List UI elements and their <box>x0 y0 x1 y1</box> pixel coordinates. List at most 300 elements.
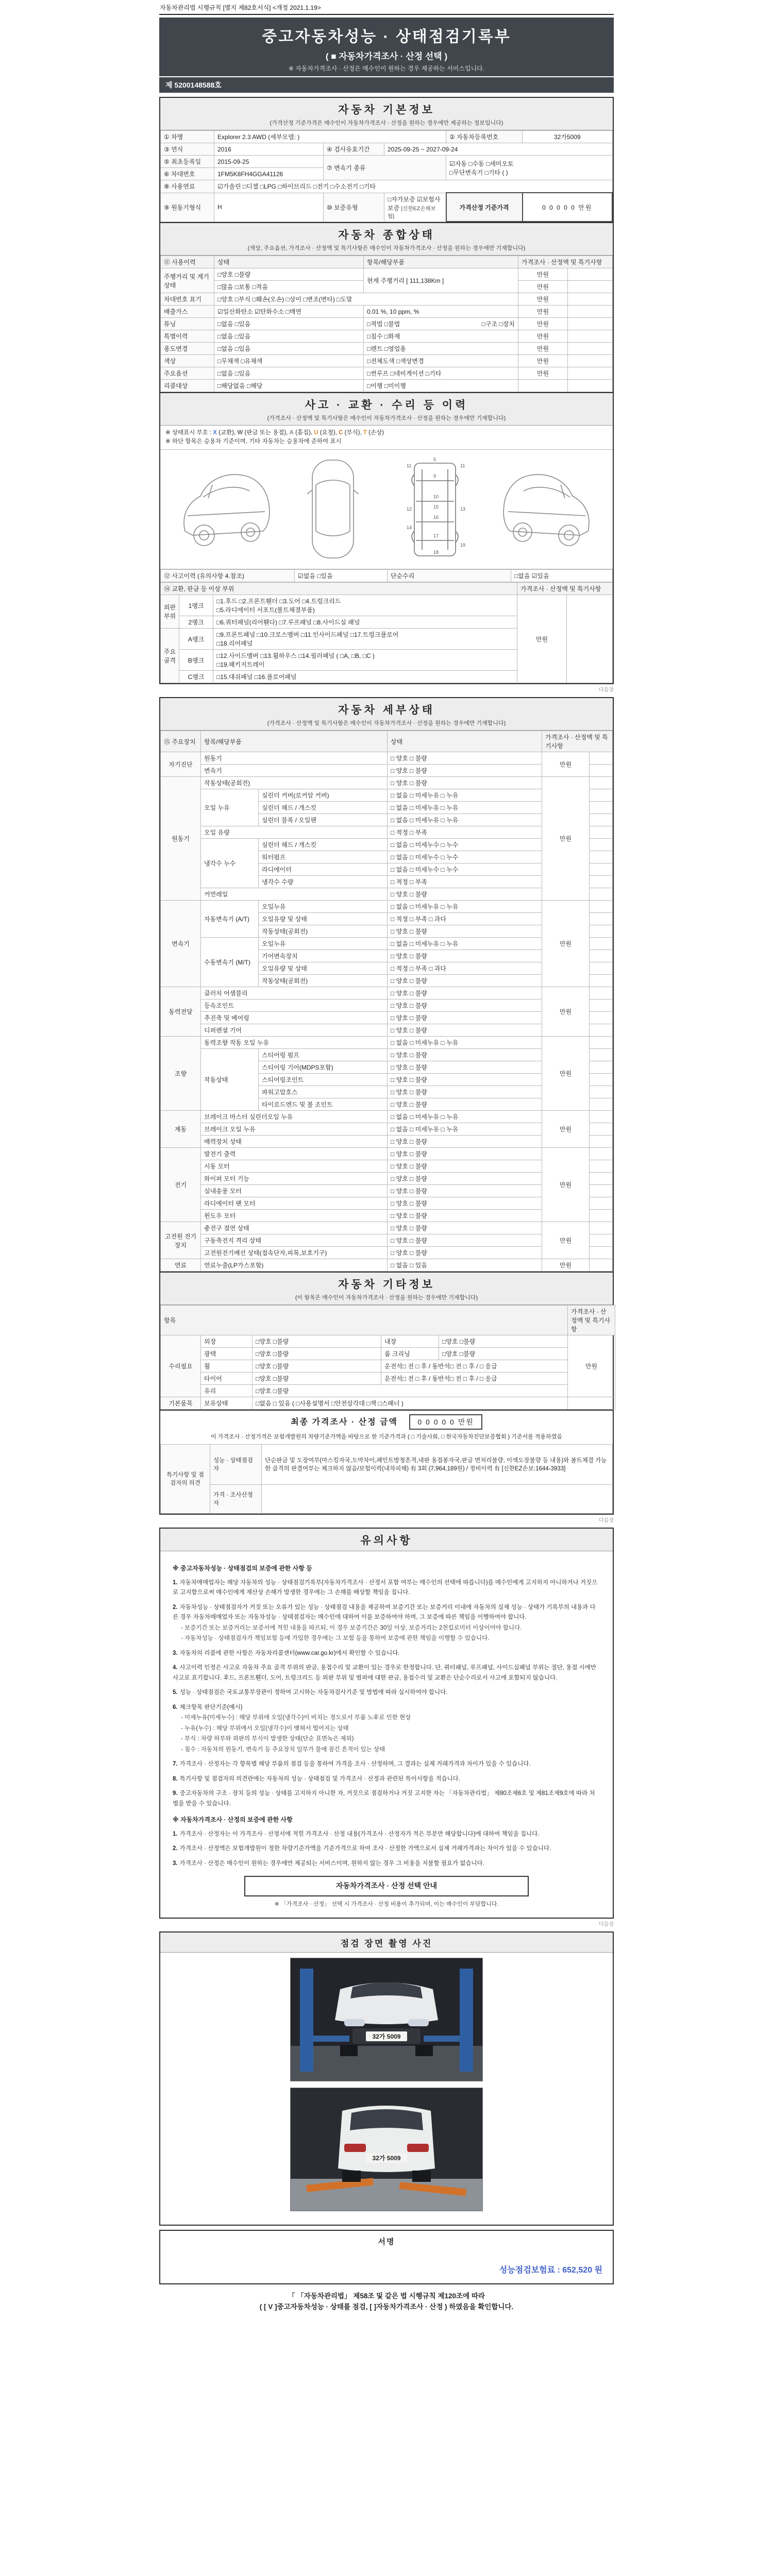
group-cell: 조향 <box>161 1037 201 1111</box>
price-survey-info-note: ※ 「가격조사 · 산정」 선택 시 가격조사 · 산정 비용이 추가되며, 이는 매수인이 부담합니다. <box>274 1901 499 1907</box>
state-cell: □ 양호 □ 불량 <box>388 1061 542 1074</box>
field-label: ⑨ 원동기형식 <box>161 193 214 222</box>
column-header: ⑭ 교환, 판금 등 이상 부위 <box>161 583 517 595</box>
detail-row <box>161 901 613 913</box>
accident-notes <box>160 426 613 450</box>
state-cell: □ 적정 □ 부족 <box>388 826 542 839</box>
engine-type-value: H <box>214 193 324 222</box>
item-cell: 작동상태(공회전) <box>201 777 388 789</box>
field-label: ③ 연식 <box>161 143 214 156</box>
item-cell: 룸 크리닝 <box>381 1348 439 1360</box>
notice-subitem: - 침수 : 자동차의 원동기, 변속기 등 주요장치 일부가 물에 잠긴 흔적이 있는 상태 <box>181 1746 385 1753</box>
state-cell: □ 없음 □ 미세누유 □ 누유 <box>388 1123 542 1136</box>
price-cell: 만원 <box>517 595 567 683</box>
item-cell: 외장 <box>201 1335 253 1348</box>
rankA-items: □9.프론트패널 □10.크로스멤버 □11.인사이드패널 □17.트렁크플로어 □18.리어패널 <box>213 629 517 650</box>
item-cell: 실린더 헤드 / 개스킷 <box>259 839 388 851</box>
state-cell: □양호 □불량 <box>253 1335 381 1348</box>
item-cell: 충전구 절연 상태 <box>201 1222 388 1234</box>
table-row <box>161 193 613 222</box>
svg-text:5: 5 <box>433 457 436 462</box>
symbol-a: A <box>289 430 294 436</box>
price-cell: 만원 <box>542 1259 590 1272</box>
table-row <box>161 293 613 306</box>
state-cell: □ 양호 □ 불량 <box>388 925 542 938</box>
notice-item: 7. 가격조사 · 산정자는 각 항목별 해당 부품의 점검 등을 통하여 가격을 조사 · 산정하며, 그 결과는 실제 거래가격과 차이가 있을 수 있습니다. <box>173 1761 531 1767</box>
document-note: ※ 자동차가격조사 · 산정은 매수인이 원하는 경우 제공하는 서비스입니다. <box>288 65 485 72</box>
inspection-photos <box>160 1953 613 2225</box>
item-cell: 스티어링 펌프 <box>259 1049 388 1061</box>
inspection-insurance-fee: 성능점검보험료 : 652,520 원 <box>499 2266 602 2275</box>
tuning-kind: □구조 □장치 <box>481 320 515 328</box>
basic-info-table <box>160 130 613 222</box>
price-cell: 만원 <box>542 1037 590 1111</box>
group-label: 주요골격 <box>161 629 179 683</box>
item-cell: 라디에이터 <box>259 863 388 876</box>
state-cell: □ 양호 □ 불량 <box>388 1148 542 1160</box>
final-price-note: 이 가격조사 · 산정가격은 보험개발원의 차량기준가액을 바탕으로 한 기준가격과 ( □ 기술사회, □ 한국자동차진단보증협회 ) 기준서를 적용하였음 <box>211 1434 562 1440</box>
year-value: 2016 <box>214 143 324 156</box>
state-cell: □없음 □ 있음 ( □사용설명서 □안전삼각대 □잭 □스패너 ) <box>253 1397 568 1410</box>
table-row <box>161 131 613 143</box>
table-row <box>161 330 613 343</box>
box-signature <box>159 2230 614 2284</box>
state-cell: □ 양호 □ 불량 <box>388 1012 542 1024</box>
warranty-value: □자가보증 ☑보험사보증 <box>388 195 441 212</box>
row-label: 색상 <box>161 355 214 367</box>
group-cell: 원동기 <box>161 777 201 901</box>
item-cell: 내장 <box>381 1335 439 1348</box>
special-state: □없음 □있음 <box>214 330 364 343</box>
item-cell: 브레이크 오일 누유 <box>201 1123 388 1136</box>
state-cell: □ 양호 □ 불량 <box>388 1234 542 1247</box>
tuning-state: □없음 □있음 <box>214 318 364 330</box>
item-cell: 스티어링조인트 <box>259 1074 388 1086</box>
car-name-value: Explorer 2.3 AWD (세부모델: ) <box>214 131 446 143</box>
state-cell: □양호 □불량 <box>253 1360 381 1372</box>
state-cell: □ 없음 □ 미세누유 □ 누유 <box>388 814 542 826</box>
car-damage-diagrams <box>160 450 613 569</box>
item-cell: 보유상태 <box>201 1397 253 1410</box>
signature-label: 서명 <box>378 2238 395 2246</box>
column-header: 상태 <box>388 731 542 752</box>
item-cell: 스티어링 기어(MDPS포함) <box>259 1061 388 1074</box>
state-cell: □양호 □불량 <box>253 1348 381 1360</box>
notice-body <box>160 1551 613 1918</box>
car-diagram-front-quarter <box>172 454 275 565</box>
item-cell: 실린더 커버(로커암 커버) <box>259 789 388 802</box>
svg-text:13: 13 <box>460 506 465 512</box>
group-cell: 고전원 전기장치 <box>161 1222 201 1259</box>
mileage-state: □양호 □불량 <box>214 268 364 281</box>
symbol-w: W <box>237 430 243 436</box>
sub-group-cell: 작동상태 <box>201 1049 259 1111</box>
group-cell: 제동 <box>161 1111 201 1148</box>
option-detail: □썬루프 □네비게이션 □기타 <box>364 367 518 380</box>
rank-label: A랭크 <box>179 629 213 650</box>
symbol-u: U <box>314 430 318 436</box>
confirmation-line2: ( [ V ]중고자동차성능 · 상태를 점검, [ ]자동차가격조사 · 산정 ) 하였음을 확인합니다. <box>259 2303 514 2311</box>
inspector-label: 성능 · 상태점검자 <box>210 1445 262 1485</box>
emission-values: 0.01 %, 10 ppm, % <box>364 306 518 318</box>
usage-detail: □렌트 □영업용 <box>364 343 518 355</box>
column-header: 가격조사 · 산정액 및 특기사항 <box>517 583 613 595</box>
field-label: ⑤ 최초등록일 <box>161 156 214 168</box>
rank-label: 2랭크 <box>179 616 213 629</box>
item-cell: 냉각수 수량 <box>259 876 388 888</box>
state-cell: □ 양호 □ 불량 <box>388 975 542 987</box>
price-cell: 만원 <box>568 1335 615 1397</box>
price-cell: 만원 <box>518 367 568 380</box>
section-subtitle: (이 항목은 매수인이 자동차가격조사 · 산정을 원하는 경우에만 기재합니다) <box>295 1295 478 1301</box>
inspection-photo-front <box>290 1958 483 2081</box>
recall-detail: □이행 □미이행 <box>364 380 518 392</box>
color-state: □무채색 □유채색 <box>214 355 364 367</box>
car-diagram-underbody <box>391 454 479 565</box>
sub-group-cell: 자동변속기 (A/T) <box>201 901 259 938</box>
section-title: 자동차 세부상태 <box>338 704 435 716</box>
table-row <box>161 1335 615 1348</box>
table-row <box>161 143 613 156</box>
row-label: 튜닝 <box>161 318 214 330</box>
item-cell: 디퍼렌셜 기어 <box>201 1024 388 1037</box>
state-cell: □ 양호 □ 불량 <box>388 1160 542 1173</box>
row-label: 주요옵션 <box>161 367 214 380</box>
notice-subitem: - 미세누유(미세누수) : 해당 부위에 오일(냉각수)이 비치는 정도로서 부품 노후로 인한 현상 <box>181 1715 411 1721</box>
item-cell: 변속기 <box>201 765 388 777</box>
item-cell: 오일누유 <box>259 938 388 950</box>
item-cell: 라디에이터 팬 모터 <box>201 1197 388 1210</box>
detail-state-table <box>160 731 613 1272</box>
price-cell: 만원 <box>518 318 568 330</box>
symbol-legend: ※ 상태표시 부호 : X (교환), W (판금 또는 용접), A (흠집), U (요철), C (부식), T (손상) <box>165 430 384 436</box>
price-cell: 만원 <box>542 1222 590 1259</box>
price-cell: 만원 <box>542 901 590 987</box>
state-cell: □ 없음 □ 미세누수 □ 누수 <box>388 839 542 851</box>
notice-item: 2. 가격조사 · 산정액은 보험개발원이 정한 차량기준가액을 기준가격으로 하여 조사 · 산정한 가액으로서 실제 거래가격과는 차이가 있을 수 있습니다. <box>173 1845 551 1852</box>
state-cell: □ 없음 □ 있음 <box>388 1259 542 1272</box>
state-cell: □ 양호 □ 불량 <box>388 1074 542 1086</box>
state-cell: □ 양호 □ 불량 <box>388 987 542 999</box>
group-cell: 변속기 <box>161 901 201 987</box>
field-label: ⑦ 변속기 종류 <box>324 156 446 180</box>
detail-row <box>161 1259 613 1272</box>
usage-state: □없음 □있음 <box>214 343 364 355</box>
state-cell: □ 적정 □ 부족 <box>388 876 542 888</box>
base-price-value: 0 0 0 0 0 만원 <box>523 193 612 222</box>
item-cell: 타이어 <box>201 1372 253 1385</box>
item-cell: 윈도우 모터 <box>201 1210 388 1222</box>
rank-label: C랭크 <box>179 671 213 683</box>
first-reg-value: 2015-09-25 <box>214 156 324 168</box>
state-cell: □ 양호 □ 불량 <box>388 1210 542 1222</box>
section-notice <box>160 1529 613 1551</box>
field-label: ⑩ 보증유형 <box>324 193 384 222</box>
svg-text:11: 11 <box>406 463 412 468</box>
warranty-checkboxes <box>384 193 446 222</box>
section-subtitle: (색상, 주요옵션, 가격조사 · 산정액 및 특기사항은 매수인이 자동차가격조사 · 산정을 원하는 경우에만 기재합니다) <box>247 245 526 251</box>
group-label: 외판부위 <box>161 595 179 629</box>
detail-row <box>161 1148 613 1160</box>
notice-sec1-title: ※ 중고자동차성능 · 상태점검의 보증에 관한 사항 등 <box>173 1565 312 1572</box>
wheel-detail: 운전석□ 전 □ 후 / 동반석□ 전 □ 후 / □ 응급 <box>381 1360 568 1372</box>
state-cell: □ 없음 □ 미세누유 □ 누유 <box>388 802 542 814</box>
item-cell: 원동기 <box>201 752 388 765</box>
opinion-table <box>160 1444 613 1514</box>
state-cell: □ 양호 □ 불량 <box>388 1086 542 1098</box>
notice-item: 1. 가격조사 · 산정자는 이 가격조사 · 산정서에 적힌 가격조사 · 산정 내용(가격조사 · 산정자가 적은 부분만 해당합니다)에 대하여 책임을 집니다. <box>173 1831 540 1837</box>
section-detail-state <box>160 698 613 731</box>
reg-number-value: 32가5009 <box>523 131 612 143</box>
table-row <box>161 343 613 355</box>
field-label: ④ 검사유효기간 <box>324 143 384 156</box>
section-title: 점검 장면 촬영 사진 <box>340 1939 433 1948</box>
svg-text:15: 15 <box>433 504 439 510</box>
table-row <box>161 570 613 582</box>
table-row <box>161 380 613 392</box>
item-cell: 파워고압호스 <box>259 1086 388 1098</box>
current-mileage: 현재 주행거리 [ 111,138Km ] <box>364 268 518 293</box>
group-cell: 연료 <box>161 1259 201 1272</box>
item-cell: 브레이크 마스터 실린더오일 누유 <box>201 1111 388 1123</box>
notice-sec2-title: ※ 자동차가격조사 · 산정의 보증에 관한 사항 <box>173 1816 293 1823</box>
notice-item: 4. 사고이력 인정은 사고로 자동차 주요 골격 부위의 판금, 용접수리 및 교환이 있는 경우로 한정합니다. 단, 쿼터패널, 루프패널, 사이드실패널 부위는 절단, 용접 시에만 사고로 표기합니다. 후드, 프론트휀더, 도어, 트렁크리드 등 외판 부위 및 범퍼에 대한 판금, 용접수리 및 교환은 단순수리로서 사고에 포함되지 않습니다. <box>173 1665 596 1681</box>
item-cell: 고전원전기배선 상태(접속단자,피복,보호기구) <box>201 1247 388 1259</box>
table-row <box>161 367 613 380</box>
field-label: ② 자동차등록번호 <box>446 131 523 143</box>
sub-group-cell: 냉각수 누수 <box>201 839 259 888</box>
color-detail: □전체도색 □색상변경 <box>364 355 518 367</box>
box-basic-overall-accident <box>159 97 614 684</box>
tire-detail: 운전석□ 전 □ 후 / 동반석□ 전 □ 후 / □ 응급 <box>381 1372 568 1385</box>
table-row <box>161 1385 615 1397</box>
svg-text:14: 14 <box>406 525 412 530</box>
item-cell: 클러치 어셈블리 <box>201 987 388 999</box>
rank1-items: □1.후드 □2.프론트휀더 □3.도어 □4.트렁크리드 □5.라디에이터 서포트(볼트체결부품) <box>213 595 517 616</box>
notice-subitem: - 보증기간 또는 보증거리는 보증서에 적힌 내용을 따르되, 이 경우 보증기간은 30일 이상, 보증거리는 2천킬로미터 이상이어야 합니다. <box>181 1624 522 1631</box>
car-diagram-rear-quarter <box>498 454 601 565</box>
final-price-value: 0 0 0 0 0 만원 <box>409 1414 482 1430</box>
symbol-x: X <box>213 430 217 436</box>
item-cell: 발전기 출력 <box>201 1148 388 1160</box>
next-page-note: 다음장 <box>599 1518 614 1523</box>
car-diagram-top-view <box>294 454 372 565</box>
group-cell: 동력전달 <box>161 987 201 1037</box>
table-row <box>161 595 613 616</box>
notice-item: 8. 특기사항 및 점검자의 의견란에는 자동차의 성능 · 상태점검 및 가격조사 · 산정과 관련된 특이사항을 적습니다. <box>173 1775 460 1782</box>
row-label: 리콜대상 <box>161 380 214 392</box>
state-cell: □ 양호 □ 불량 <box>388 1222 542 1234</box>
rank-label: 1랭크 <box>179 595 213 616</box>
table-header-row <box>161 583 613 595</box>
state-cell: □ 양호 □ 불량 <box>388 1197 542 1210</box>
symbol-c: C <box>339 430 343 436</box>
svg-text:19: 19 <box>460 543 465 548</box>
state-cell: □ 적정 □ 부족 □ 과다 <box>388 913 542 925</box>
column-header: 가격조사 · 산정액 및 특기사항 <box>518 256 613 268</box>
table-row <box>161 1348 615 1360</box>
item-cell: 작동상태(공회전) <box>259 975 388 987</box>
table-row <box>161 318 613 330</box>
price-cell: 만원 <box>518 355 568 367</box>
detail-row <box>161 1222 613 1234</box>
inspection-photo-rear <box>290 2088 483 2211</box>
box-photos <box>159 1931 614 2226</box>
row-label: 특별이력 <box>161 330 214 343</box>
item-cell: 유리 <box>201 1385 253 1397</box>
appraiser-label: 가격 · 조사산정자 <box>210 1485 262 1514</box>
state-cell: □ 없음 □ 미세누유 □ 누유 <box>388 938 542 950</box>
license-plate-rear: 32가 5009 <box>372 2155 401 2162</box>
table-row <box>161 355 613 367</box>
price-cell: 만원 <box>518 268 568 281</box>
document-subtitle: ( ■ 자동차가격조사 · 산정 선택 ) <box>325 52 448 61</box>
detail-row <box>161 752 613 765</box>
license-plate-front: 32가 5009 <box>372 2033 401 2040</box>
section-subtitle: (가격산정 기준가격은 매수인이 자동차가격조사 · 산정을 원하는 경우에만 제공하는 정보입니다) <box>270 120 503 126</box>
top-rule <box>159 14 614 15</box>
state-cell: □ 양호 □ 불량 <box>388 1185 542 1197</box>
column-header: 항목/해당부품 <box>201 731 388 752</box>
table-row <box>161 1485 613 1514</box>
column-header: 가격조사 · 산정액 및 특기사항 <box>568 1306 615 1335</box>
next-page-note: 다음장 <box>599 1922 614 1927</box>
item-cell: 실린더 블록 / 오일팬 <box>259 814 388 826</box>
table-header-row <box>161 1306 615 1335</box>
detail-row <box>161 1111 613 1123</box>
state-cell: □ 없음 □ 미세누수 □ 누수 <box>388 863 542 876</box>
notice-item: 1. 자동차매매업자는 해당 자동차의 성능 · 상태점검기록부(자동차가격조사 · 산정서 포함 여부는 매수인의 선택에 따릅니다)를 매수인에게 고지하지 아니하거나 거짓으로 고지함으로써 매수인에게 재산상 손해가 발생한 경우에는 그 손해를 배상할 책임을 집니다. <box>173 1579 598 1596</box>
detail-row <box>161 1037 613 1049</box>
section-overall-state <box>160 222 613 256</box>
state-cell: □양호 □불량 <box>439 1348 568 1360</box>
emission-state: ☑일산화탄소 ☑탄화수소 □매연 <box>214 306 364 318</box>
notice-subitem: - 누유(누수) : 해당 부위에서 오일(냉각수)이 맺혀서 떨어지는 상태 <box>181 1725 349 1732</box>
document-number: 제 5200148588호 <box>159 76 614 93</box>
row-label: 차대번호 표기 <box>161 293 214 306</box>
notice-subitem: - 부식 : 차량 하부와 외판의 부식이 발생한 상태(단순 표면녹은 제외) <box>181 1736 354 1742</box>
notice-item: 5. 성능 · 상태점검은 국토교통부장관이 정하여 고시하는 자동차검사기준 및 방법에 따라 실시하여야 합니다. <box>173 1689 448 1696</box>
section-photos <box>160 1933 613 1953</box>
price-cell: 만원 <box>518 306 568 318</box>
state-cell: □ 양호 □ 불량 <box>388 765 542 777</box>
state-cell: □ 양호 □ 불량 <box>388 1098 542 1111</box>
detail-row <box>161 777 613 789</box>
field-label: ⑧ 사용연료 <box>161 180 214 193</box>
notice-item: 3. 가격조사 · 산정은 매수인이 원하는 경우에만 제공되는 서비스이며, 원하지 않는 경우 그 비용을 지불할 필요가 없습니다. <box>173 1860 484 1867</box>
price-cell: 만원 <box>542 1111 590 1148</box>
accident-history-row <box>160 569 613 582</box>
notice-subitem: - 자동차성능 · 상태점검자가 책임보험 등에 가입한 경우에는 그 보험 등을 통하여 보증에 관한 책임을 이행할 수 있습니다. <box>181 1635 490 1641</box>
box-notice <box>159 1528 614 1919</box>
section-title: 유의사항 <box>360 1535 413 1547</box>
item-cell: 오일 유량 <box>201 826 388 839</box>
state-cell: □양호 □불량 <box>439 1335 568 1348</box>
svg-text:12: 12 <box>406 506 412 512</box>
field-label: ① 차명 <box>161 131 214 143</box>
item-cell: 실린더 헤드 / 개스킷 <box>259 802 388 814</box>
state-cell: □ 적정 □ 부족 □ 과다 <box>388 962 542 975</box>
tuning-detail <box>364 318 518 330</box>
recall-state: □해당없음 □해당 <box>214 380 364 392</box>
transmission-line1: ☑자동 □수동 □세미오토 <box>449 160 514 167</box>
item-cell: 타이로드엔드 및 볼 조인트 <box>259 1098 388 1111</box>
overall-state-table <box>160 256 613 392</box>
section-subtitle: (가격조사 · 산정액 및 특기사항은 매수인이 자동차가격조사 · 산정을 원하는 경우에만 기재합니다) <box>267 415 506 421</box>
item-cell: 오일유량 및 상태 <box>259 913 388 925</box>
notice-item: 3. 자동차의 리콜에 관한 사항은 자동차리콜센터(www.car.go.kr)에서 확인할 수 있습니다. <box>173 1650 400 1656</box>
sub-group-cell: 오일 누유 <box>201 789 259 826</box>
section-title: 자동차 기타정보 <box>338 1279 435 1291</box>
final-price-row <box>160 1410 613 1442</box>
item-cell: 광택 <box>201 1348 253 1360</box>
item-cell: 추진축 및 베어링 <box>201 1012 388 1024</box>
notice-item: 6. 체크항목 판단기준(예시) - 미세누유(미세누수) : 해당 부위에 오일(냉각수)이 비치는 정도로서 부품 노후로 인한 현상 - 누유(누수) : 해당 부위에서 오일(냉각수)이 맺혀서 떨어지는 상태 - 부식 : 차량 하부와 외판의 부식이 발생한 상태(단순 표면녹은 제외) - 침수 : 자동차의 원동기, 변속기 등 주요장치 일부가 물에 잠긴 흔적이 있는 상태 <box>173 1703 600 1755</box>
document-title: 중고자동차성능 · 상태점검기록부 <box>262 28 511 45</box>
warranty-insurer: [신한EZ손해보험] <box>388 205 436 219</box>
fuel-checkboxes: ☑가솔린 □디젤 □LPG □하이브리드 □전기 □수소전기 □기타 <box>214 180 613 193</box>
table-row <box>161 1360 615 1372</box>
item-cell: 오일누유 <box>259 901 388 913</box>
next-page-note: 다음장 <box>599 687 614 693</box>
item-cell: 연료누출(LP가스포함) <box>201 1259 388 1272</box>
state-cell: □ 양호 □ 불량 <box>388 752 542 765</box>
svg-text:10: 10 <box>433 494 439 499</box>
table-header-row <box>161 731 613 752</box>
section-etc-info <box>160 1272 613 1305</box>
appraiser-opinion-text <box>262 1485 613 1514</box>
state-cell: □양호 □불량 <box>253 1372 381 1385</box>
document-header <box>159 18 614 76</box>
simple-repair-value: □없음 ☑있음 <box>511 570 613 582</box>
rankC-items: □15.대쉬패널 □16.플로어패널 <box>213 671 517 683</box>
section-title: 사고 · 교환 · 수리 등 이력 <box>305 399 468 411</box>
tuning-legal: □적법 □불법 <box>367 320 400 328</box>
etc-info-table <box>160 1305 615 1410</box>
state-cell: □ 없음 □ 미세누유 □ 누유 <box>388 1037 542 1049</box>
form-reference-note: 자동차관리법 시행규칙 [별지 제82호서식] <개정 2021.1.19> <box>160 4 321 11</box>
transmission-line2: □무단변속기 □기타 ( ) <box>449 168 508 176</box>
item-cell: 시동 모터 <box>201 1160 388 1173</box>
accident-history-label: ⑫ 사고이력 (유의사항 4.참조) <box>161 570 295 582</box>
table-row <box>161 1445 613 1485</box>
detail-row <box>161 987 613 999</box>
section-basic-info <box>160 98 613 130</box>
base-price-label: 가격산정 기준가격 <box>446 193 523 222</box>
item-cell: 기어변속장치 <box>259 950 388 962</box>
box-detail-etc-opinion <box>159 697 614 1515</box>
price-cell: 만원 <box>518 293 568 306</box>
table-row <box>161 156 613 168</box>
damaged-parts-table <box>160 582 613 683</box>
confirmation-statement <box>159 2291 614 2312</box>
price-survey-info-box: 자동차가격조사 · 산정 선택 안내 <box>244 1876 529 1896</box>
state-cell: □ 양호 □ 불량 <box>388 1024 542 1037</box>
rankB-items: □12.사이드멤버 □13.휠하우스 □14.필러패널 ( □A, □B, □C ) □19.패키지트레이 <box>213 650 517 671</box>
option-state: □없음 □있음 <box>214 367 364 380</box>
notice-item: 2. 자동차성능 · 상태점검자가 거짓 또는 오류가 있는 성능 · 상태점검 내용을 제공하여 보증기간 또는 보증거리 이내에 자동차의 실제 성능 · 상태가 기록부의 내용과 다른 경우 자동차매매업자 또는 자동차성능 · 상태점검자는 매수인에 대하여 이를 보증하여야 하며, 그 보증에 따른 책임을 이행하여야 합니다. - 보증기간 또는 보증거리는 보증서에 적힌 내용을 따르되, 이 경우 보증기간은 30일 이상, 보증거리는 2천킬로미터 이상이어야 합니다. - 자동차성능 · 상태점검자가 책임보험 등에 가입한 경우에는 그 보험 등을 통하여 보증에 관한 책임을 이행할 수 있습니다. <box>173 1603 600 1644</box>
state-cell: □ 없음 □ 미세누유 □ 누유 <box>388 1111 542 1123</box>
price-cell: 만원 <box>518 343 568 355</box>
symbol-t: T <box>363 430 367 436</box>
special-detail: □침수 □화재 <box>364 330 518 343</box>
state-cell: □ 양호 □ 불량 <box>388 1247 542 1259</box>
rank-label: B랭크 <box>179 650 213 671</box>
item-cell: 커먼레일 <box>201 888 388 901</box>
column-header: 항목/해당부품 <box>364 256 518 268</box>
svg-text:11: 11 <box>460 463 465 468</box>
group-cell: 수리필요 <box>161 1335 201 1397</box>
